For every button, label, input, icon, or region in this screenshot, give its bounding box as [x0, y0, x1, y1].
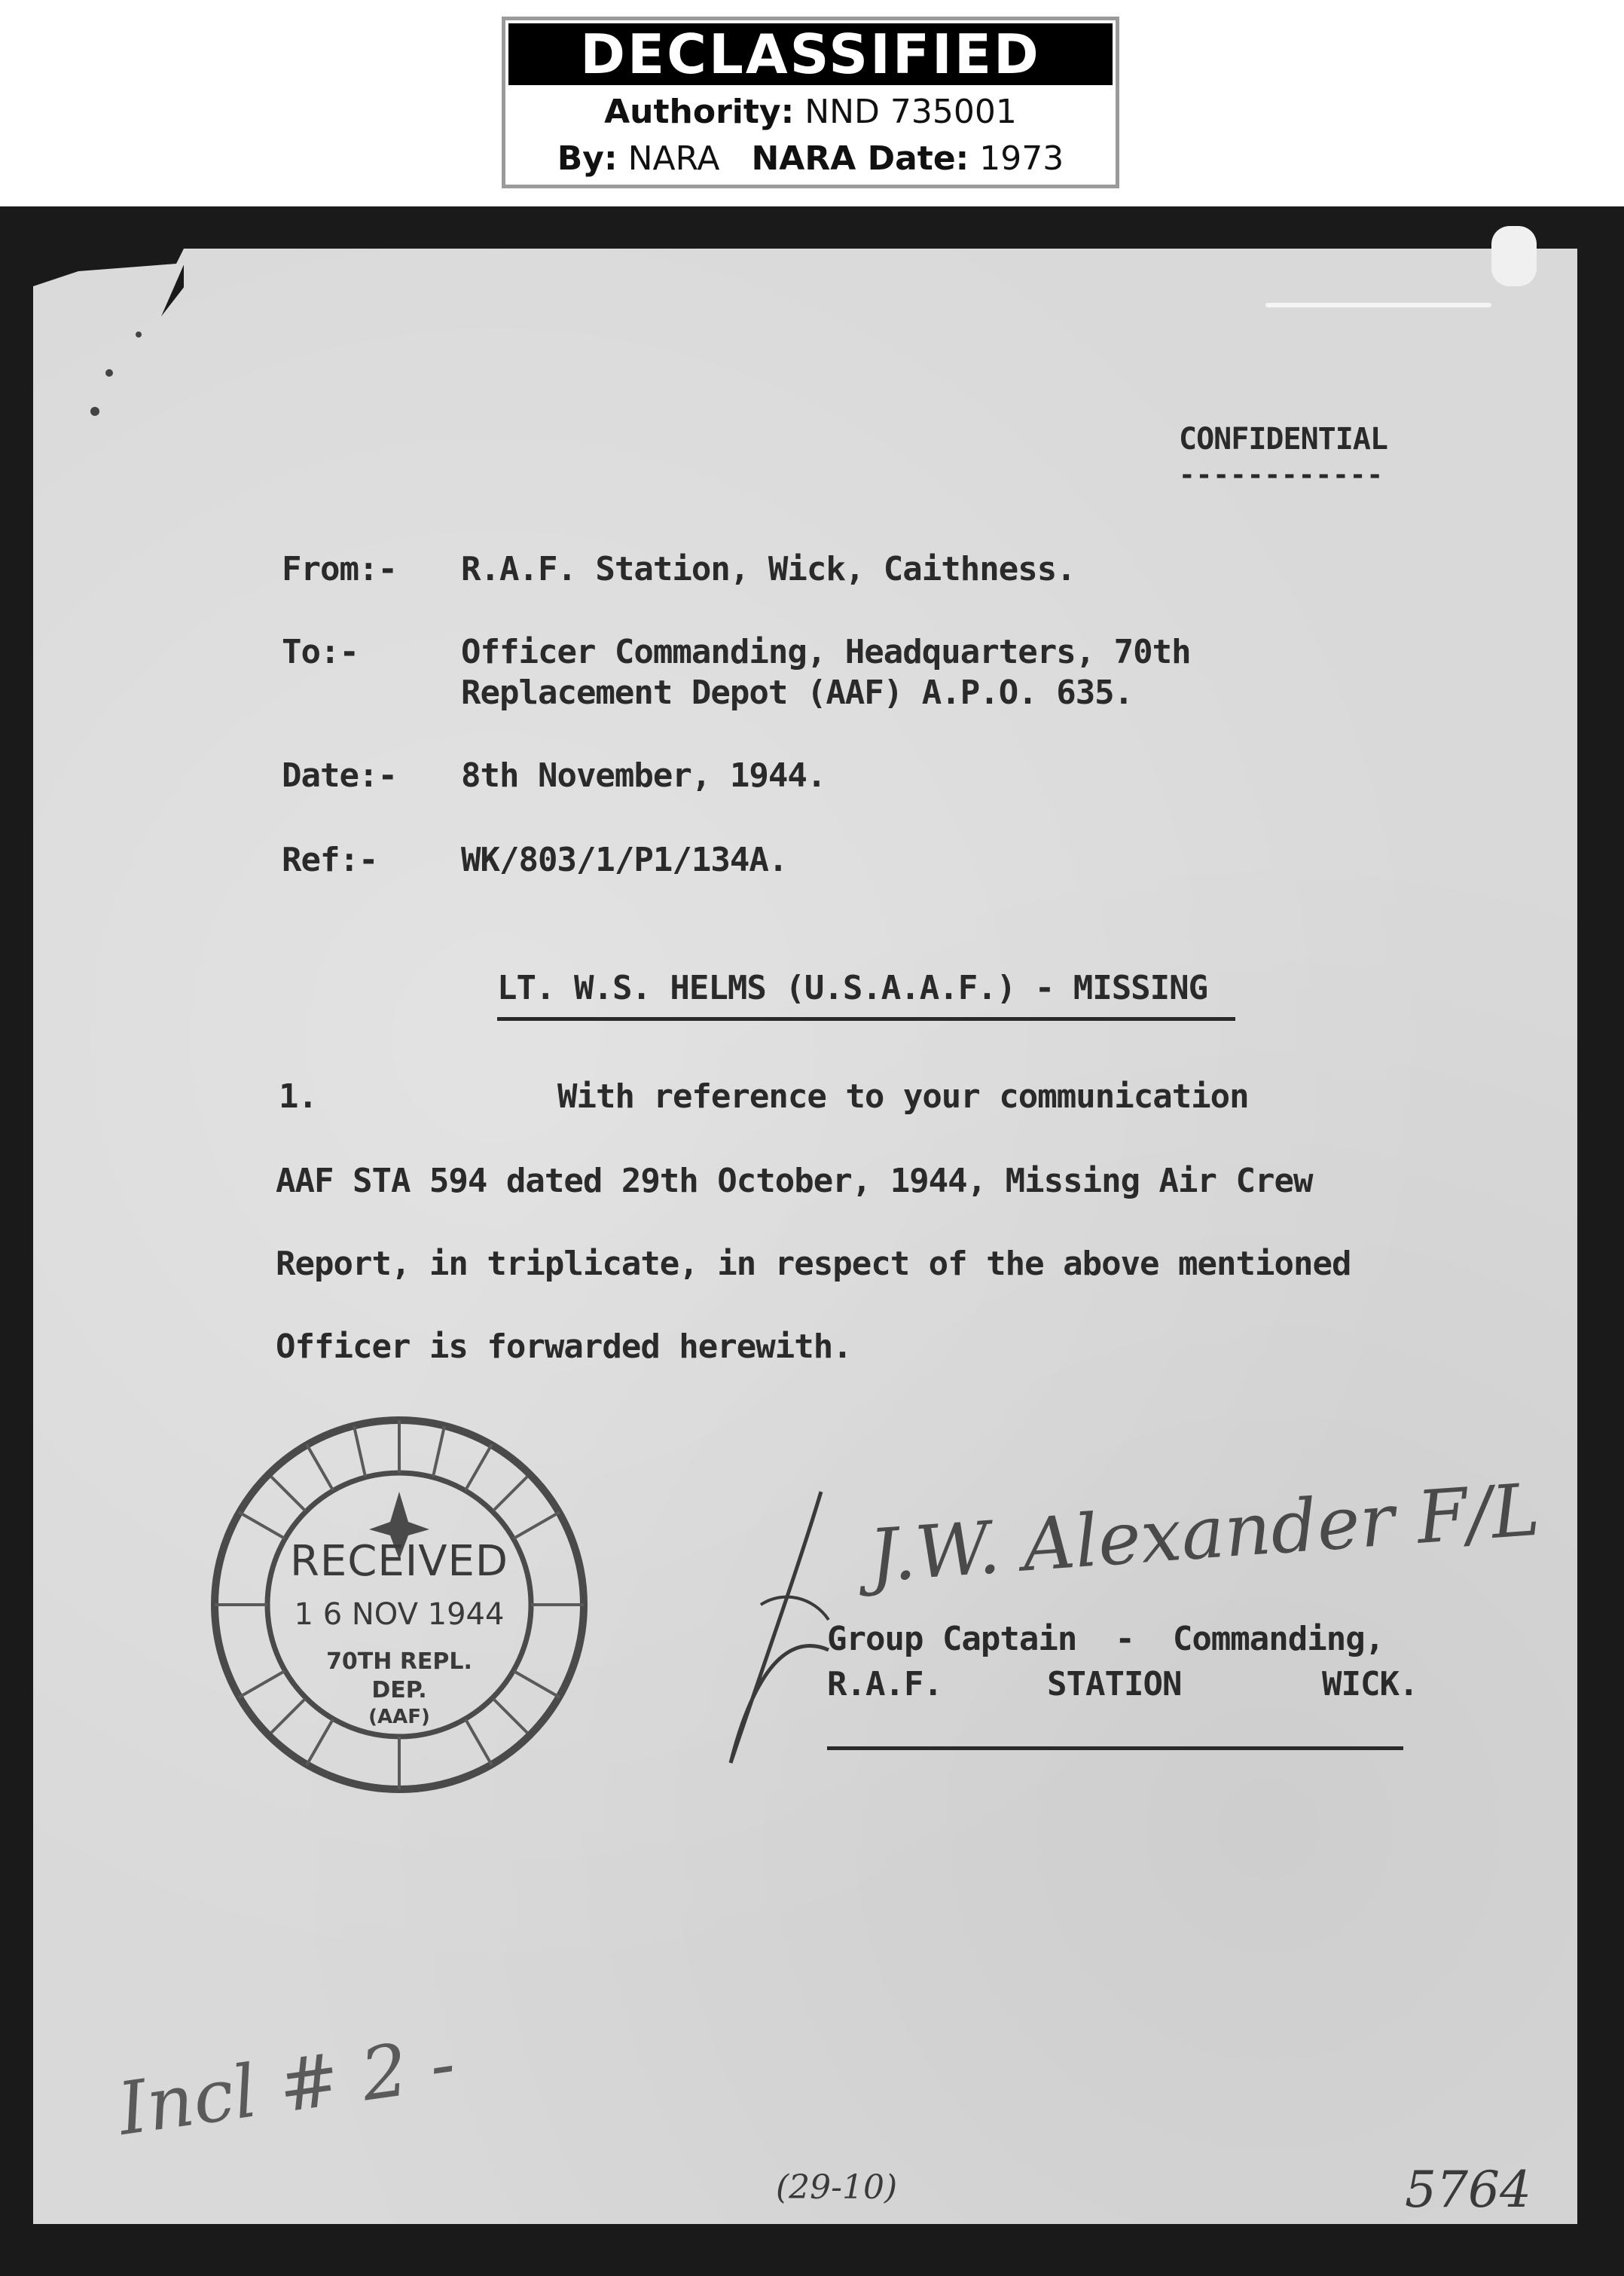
stamp-unit-line-3: (AAF): [368, 1706, 430, 1728]
ref-value: WK/803/1/P1/134A.: [461, 841, 788, 879]
paragraph-number: 1.: [279, 1077, 317, 1116]
signature-station: STATION: [1047, 1665, 1182, 1703]
signature-title-line-1: Group Captain - Commanding,: [827, 1620, 1384, 1658]
stamp-unit-line-2: DEP.: [371, 1677, 427, 1703]
received-stamp: [203, 1409, 595, 1801]
body-line-1: With reference to your communication: [557, 1077, 1249, 1116]
subject-underline: [497, 1017, 1235, 1021]
authority-value: NND 735001: [804, 93, 1017, 131]
torn-corner-mark: [33, 249, 184, 324]
paper-speck: [105, 369, 113, 377]
to-line-1: Officer Commanding, Headquarters, 70th: [461, 633, 1191, 671]
stamp-received-label: RECEIVED: [289, 1537, 509, 1586]
stamp-unit-line-1: 70TH REPL.: [326, 1648, 472, 1675]
handwritten-signature: J.W. Alexander F/L: [866, 1467, 1543, 1599]
by-value: NARA: [627, 139, 720, 178]
document-paper: [33, 249, 1577, 2224]
date-value: 8th November, 1944.: [461, 756, 826, 795]
paper-speck: [90, 407, 99, 416]
from-label: From:-: [282, 550, 397, 588]
subject-heading: LT. W.S. HELMS (U.S.A.A.F.) - MISSING: [497, 969, 1208, 1007]
body-line-2: AAF STA 594 dated 29th October, 1944, Missing Air Crew: [276, 1162, 1313, 1200]
to-label: To:-: [282, 633, 359, 671]
body-line-4: Officer is forwarded herewith.: [276, 1327, 852, 1366]
handwritten-document-number: 5764: [1405, 2161, 1531, 2219]
banner-by-line: [505, 139, 1116, 178]
stamp-date: 1 6 NOV 1944: [294, 1597, 505, 1632]
body-line-3: Report, in triplicate, in respect of the above mentioned: [276, 1245, 1351, 1283]
handwritten-inclosure-note: Incl # 2 -: [113, 2021, 460, 2152]
declassification-banner: [502, 17, 1119, 188]
authority-label: Authority:: [604, 93, 795, 131]
handwritten-date-note: (29-10): [776, 2168, 898, 2207]
paper-crease-mark: [1265, 303, 1491, 307]
tape-mark: [1491, 226, 1537, 286]
signature-wick: WICK.: [1322, 1665, 1418, 1703]
banner-authority-line: [505, 93, 1116, 131]
nara-date-label: NARA Date:: [751, 139, 969, 178]
signature-rule: [827, 1746, 1403, 1750]
nara-date-value: 1973: [979, 139, 1064, 178]
banner-title: DECLASSIFIED: [508, 23, 1113, 85]
ref-label: Ref:-: [282, 841, 378, 879]
by-label: By:: [557, 139, 618, 178]
to-line-2: Replacement Depot (AAF) A.P.O. 635.: [461, 674, 1134, 712]
classification-underline: ------------: [1179, 460, 1384, 490]
signature-rank: R.A.F.: [827, 1665, 942, 1703]
date-label: Date:-: [282, 756, 397, 795]
from-value: R.A.F. Station, Wick, Caithness.: [461, 550, 1076, 588]
paper-speck: [136, 331, 142, 338]
classification-label: CONFIDENTIAL: [1179, 422, 1387, 457]
